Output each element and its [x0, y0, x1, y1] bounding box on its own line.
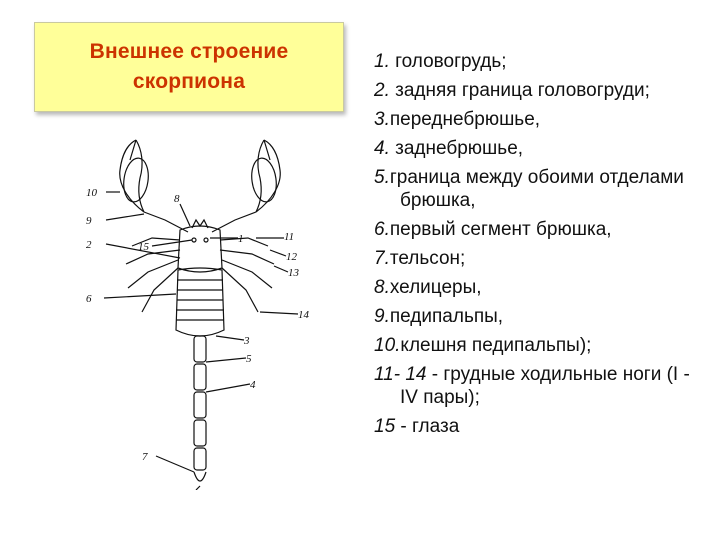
legend-item-9	[374, 305, 694, 328]
diagram-label-14: 14	[298, 309, 309, 321]
legend-text: первый сегмент брюшка,	[389, 219, 612, 240]
legend-list	[374, 50, 694, 444]
diagram-label-8: 8	[174, 193, 180, 205]
diagram-label-9: 9	[86, 215, 92, 227]
diagram-label-13: 13	[288, 267, 299, 279]
legend-number: 9.	[374, 306, 390, 327]
scorpion-drawing	[104, 140, 298, 490]
diagram-label-3: 3	[244, 335, 250, 347]
legend-item-15	[374, 415, 694, 438]
legend-item-7	[374, 247, 694, 270]
legend-text: головогрудь;	[389, 51, 507, 72]
legend-text: клешня педипальпы);	[400, 335, 592, 356]
legend-item-6	[374, 218, 694, 241]
legend-number: 15	[374, 416, 396, 437]
legend-item-5	[374, 166, 694, 212]
legend-number: 7.	[374, 248, 390, 269]
legend-item-11-14	[374, 363, 694, 409]
legend-item-8	[374, 276, 694, 299]
title-line-2: скорпиона	[132, 70, 246, 93]
title-line-1: Внешнее строение	[89, 40, 289, 63]
legend-number: 1.	[374, 51, 390, 72]
legend-item-3	[374, 108, 694, 131]
legend-number: 6.	[374, 219, 390, 240]
legend-text: переднебрюшье,	[389, 109, 541, 130]
legend-item-4	[374, 137, 694, 160]
legend-text: задняя граница головогруди;	[389, 80, 650, 101]
legend-item-2	[374, 79, 694, 102]
legend-number: 3.	[374, 109, 390, 130]
title-box	[34, 22, 344, 112]
legend-number: 2.	[374, 80, 390, 101]
legend-text: - глаза	[395, 416, 460, 437]
legend-number: 11- 14	[374, 364, 427, 385]
diagram-label-7: 7	[142, 451, 148, 463]
legend-item-1	[374, 50, 694, 73]
legend-number: 10.	[374, 335, 401, 356]
scorpion-diagram	[70, 130, 330, 490]
diagram-label-4: 4	[250, 379, 256, 391]
legend-text: тельсон;	[389, 248, 466, 269]
diagram-label-15: 15	[138, 241, 149, 253]
legend-number: 5.	[374, 167, 390, 188]
legend-text: заднебрюшье,	[389, 138, 524, 159]
diagram-label-6: 6	[86, 293, 92, 305]
legend-text: - грудные ходильные ноги (I -IV пары);	[400, 364, 690, 408]
diagram-label-11: 11	[284, 231, 295, 243]
diagram-labels	[86, 187, 310, 463]
legend-number: 4.	[374, 138, 390, 159]
legend-number: 8.	[374, 277, 390, 298]
diagram-label-5: 5	[246, 353, 252, 365]
diagram-label-12: 12	[286, 251, 297, 263]
legend-text: педипальпы,	[389, 306, 504, 327]
legend-text: граница между обоими отделами брюшка,	[389, 167, 684, 211]
diagram-label-2: 2	[86, 239, 92, 251]
legend-item-10	[374, 334, 694, 357]
legend-text: хелицеры,	[389, 277, 482, 298]
diagram-label-1: 1	[238, 233, 244, 245]
diagram-label-10: 10	[86, 187, 97, 199]
